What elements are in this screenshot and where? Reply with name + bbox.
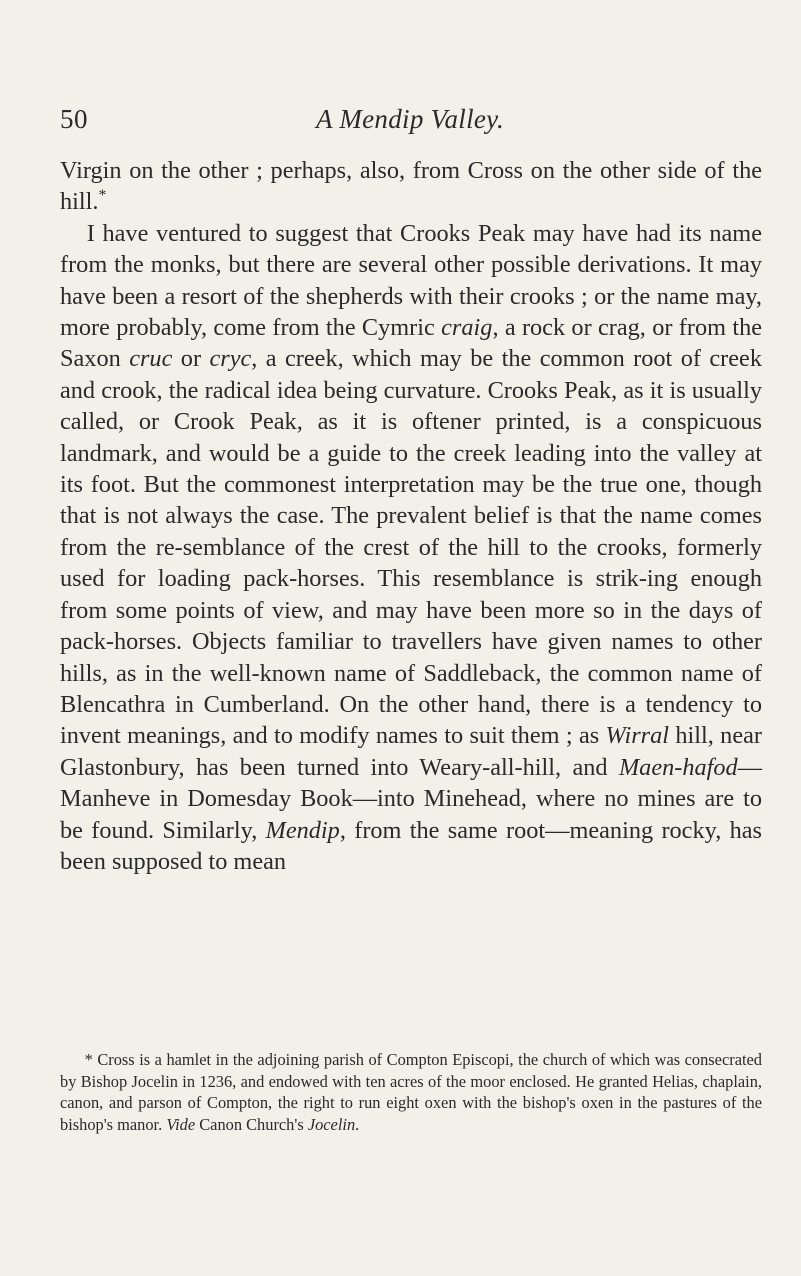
footnote-mark: * [84,1050,93,1069]
page-number: 50 [60,104,88,134]
term-cruc: cruc [129,345,173,373]
text-run: , from the same root—meaning rocky, has been supposed to mean [60,816,762,875]
term-wirral: Wirral [605,722,670,750]
text-run: , a creek, which may be the common root of creek and crook, the radical idea being curvature. Crooks Peak, as it is usually called, or Crook Peak, as it is oftener printed, is a conspicuous landmark, and would be a guide to the creek leading into the valley at its foot. But the commonest interpretation may be the true one, though that is not always the case. The prevalent belief is that the name comes from the re-semblance of the crest of the hill to the crooks, formerly used for loading pack-horses. This resemblance is strik-ing enough from some points of view, and may have been more so in the days of pack-horses. Objects familiar to travellers have given names to other hills, as in the well-known name of Saddleback, the common name of Blencathra in Cumberland. On the other hand, there is a tendency to invent meanings, and to modify names to suit them ; as [60,345,762,750]
term-mendip: Mendip [265,816,340,844]
paragraph-1-text: Virgin on the other ; perhaps, also, from Cross on the other side of the hill. [60,157,762,216]
term-cryc: cryc [209,345,252,373]
text-run: . [355,1114,360,1134]
term-maen-hafod: Maen-hafod [618,753,738,781]
term-jocelin: Jocelin [307,1114,356,1134]
text-run: Cross is a hamlet in the adjoining parish of Compton Episcopi, the church of which was consecrated by Bishop Jocelin in 1236, and endowed with ten acres of the moor enclosed. He granted Helias, chaplain, canon, and parson of Compton, the right to run eight oxen with the bishop's oxen in the pastures of the bishop's manor. [60,1050,762,1134]
text-run: Canon Church's [195,1114,308,1134]
text-run: I have ventured to suggest that Crooks Peak may have had its name from the monks, but there are several other possible derivations. It may have been a resort of the shepherds with their crooks ; or the name may, more probably, come from the Cymric [60,219,762,342]
text-run: or [172,345,210,373]
footnote-reference: * [98,187,107,205]
page-header [60,104,760,140]
term-vide: Vide [166,1114,196,1134]
text-run: — Manheve in Domesday Book—into Minehead, where no mines are to be found. Similarly, [60,753,762,844]
text-run: hill, near Glastonbury, has been turned into Weary-all-hill, and [60,722,762,781]
main-text [60,155,762,877]
text-run: , a rock or crag, or from the Saxon [60,314,763,373]
paragraph-1 [60,155,762,218]
running-title: A Mendip Valley. [315,104,504,134]
footnote-text [60,1049,762,1135]
paragraph-2 [60,218,762,878]
footnote [60,1049,762,1135]
term-craig: craig [441,314,493,342]
